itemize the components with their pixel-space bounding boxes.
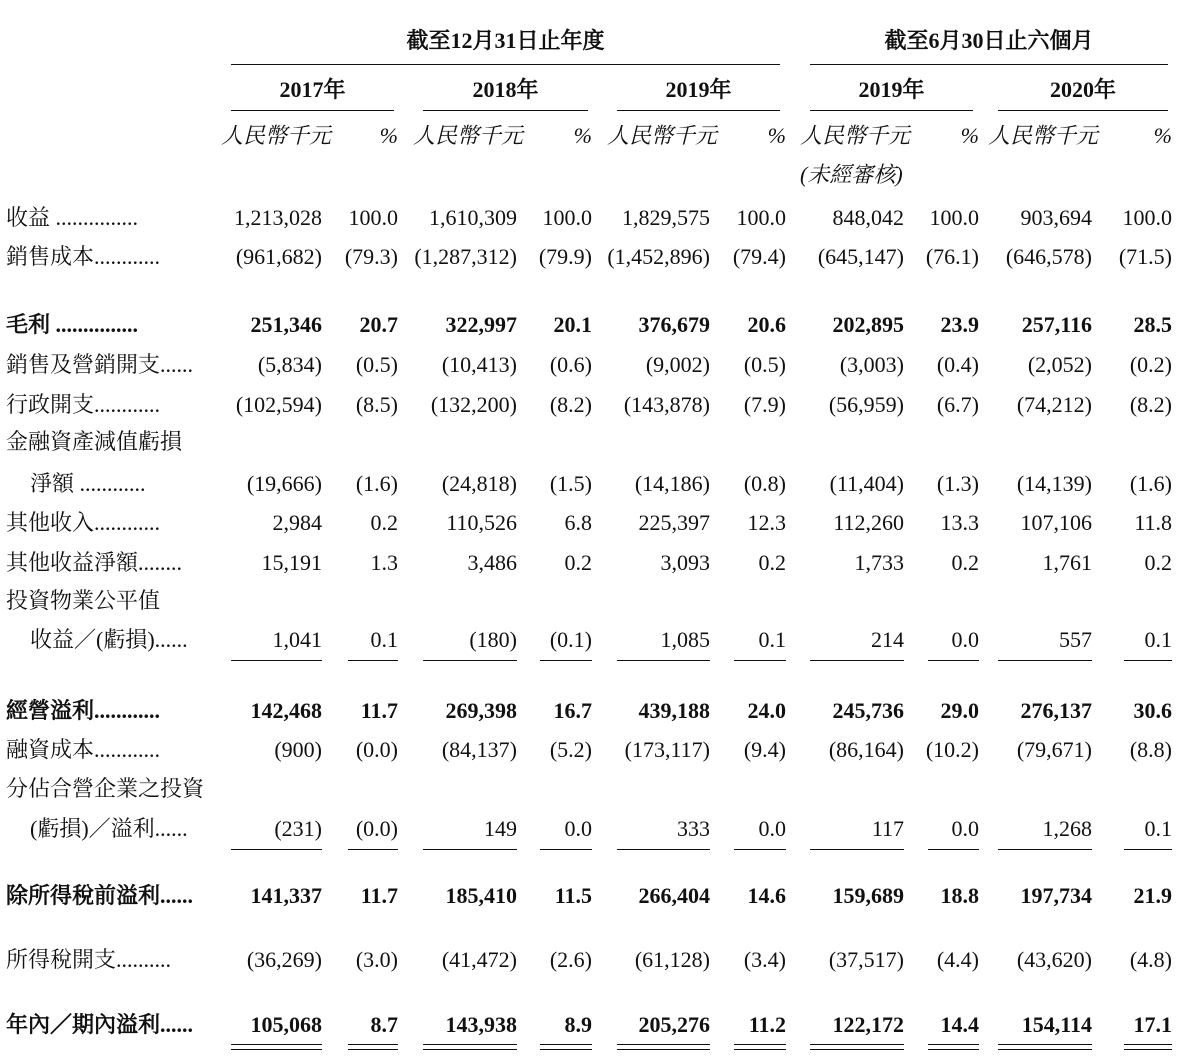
cell-amount: 105,068 bbox=[250, 1012, 322, 1037]
cell-percent: 14.4 bbox=[940, 1012, 979, 1037]
unit-pct-header: % bbox=[960, 123, 979, 148]
percent-rule-double bbox=[348, 1049, 398, 1050]
cell-percent: 20.1 bbox=[553, 312, 592, 337]
row-label: 收益／(虧損)...... bbox=[30, 627, 188, 652]
amount-rule bbox=[810, 849, 904, 850]
row-label: 收益 ............... bbox=[6, 205, 139, 230]
cell-amount: (86,164) bbox=[828, 737, 904, 762]
cell-percent: 100.0 bbox=[542, 205, 592, 230]
cell-amount: 269,398 bbox=[445, 698, 517, 723]
cell-amount: 1,041 bbox=[272, 627, 322, 652]
cell-percent: (1.6) bbox=[1129, 471, 1172, 496]
cell-percent: 0.1 bbox=[1144, 816, 1172, 841]
cell-percent: 17.1 bbox=[1133, 1012, 1172, 1037]
cell-percent: (0.0) bbox=[355, 737, 398, 762]
cell-amount: (231) bbox=[274, 816, 322, 841]
cell-amount: 376,679 bbox=[638, 312, 710, 337]
cell-percent: 8.7 bbox=[370, 1012, 398, 1037]
amount-rule bbox=[617, 1044, 710, 1045]
cell-percent: 30.6 bbox=[1133, 698, 1172, 723]
cell-amount: 2,984 bbox=[272, 510, 322, 535]
cell-amount: (132,200) bbox=[430, 392, 517, 417]
cell-amount: 245,736 bbox=[832, 698, 904, 723]
cell-amount: (1,287,312) bbox=[414, 244, 517, 269]
cell-percent: 24.0 bbox=[747, 698, 786, 723]
cell-percent: 0.1 bbox=[758, 627, 786, 652]
cell-amount: 1,733 bbox=[854, 550, 904, 575]
percent-rule bbox=[928, 849, 979, 850]
amount-rule bbox=[231, 849, 322, 850]
cell-amount: 15,191 bbox=[261, 550, 322, 575]
cell-amount: 122,172 bbox=[832, 1012, 904, 1037]
cell-amount: (14,139) bbox=[1016, 471, 1092, 496]
cell-percent: 0.0 bbox=[951, 816, 979, 841]
unit-rmb-header: 人民幣千元 bbox=[607, 123, 718, 148]
cell-amount: (10,413) bbox=[441, 352, 517, 377]
cell-amount: 107,106 bbox=[1020, 510, 1092, 535]
row-label: (虧損)／溢利...... bbox=[30, 816, 188, 841]
cell-amount: 110,526 bbox=[446, 510, 517, 535]
cell-percent: 100.0 bbox=[1122, 205, 1172, 230]
cell-amount: 225,397 bbox=[638, 510, 710, 535]
cell-percent: 0.2 bbox=[951, 550, 979, 575]
cell-percent: 100.0 bbox=[736, 205, 786, 230]
percent-rule-double bbox=[928, 1049, 979, 1050]
amount-rule-double bbox=[231, 1049, 322, 1050]
cell-amount: 149 bbox=[484, 816, 517, 841]
cell-percent: (0.5) bbox=[355, 352, 398, 377]
amount-rule bbox=[423, 1044, 517, 1045]
unit-pct-header: % bbox=[1153, 123, 1172, 148]
unit-rmb-header: 人民幣千元 bbox=[800, 123, 911, 148]
cell-amount: (5,834) bbox=[257, 352, 322, 377]
cell-percent: 12.3 bbox=[747, 510, 786, 535]
year-header: 2020年 bbox=[1049, 77, 1116, 102]
cell-amount: 1,761 bbox=[1042, 550, 1092, 575]
year-rule bbox=[231, 110, 394, 111]
cell-percent: 11.8 bbox=[1134, 510, 1172, 535]
cell-percent: (79.3) bbox=[344, 244, 398, 269]
percent-rule bbox=[1124, 1044, 1172, 1045]
cell-percent: (7.9) bbox=[743, 392, 786, 417]
group-rule-year bbox=[231, 64, 780, 65]
cell-percent: 8.9 bbox=[564, 1012, 592, 1037]
cell-percent: (0.8) bbox=[743, 471, 786, 496]
cell-amount: (1,452,896) bbox=[607, 244, 710, 269]
cell-amount: 251,346 bbox=[250, 312, 322, 337]
unaudited-note: (未經審核) bbox=[800, 162, 903, 187]
amount-rule bbox=[231, 1044, 322, 1045]
cell-percent: (1.3) bbox=[936, 471, 979, 496]
percent-rule bbox=[928, 1044, 979, 1045]
cell-amount: 439,188 bbox=[638, 698, 710, 723]
amount-rule bbox=[617, 660, 710, 661]
cell-amount: 154,114 bbox=[1021, 1012, 1092, 1037]
row-label: 銷售及營銷開支...... bbox=[6, 352, 194, 377]
year-rule bbox=[617, 110, 780, 111]
cell-percent: (0.0) bbox=[355, 816, 398, 841]
cell-percent: 1.3 bbox=[370, 550, 398, 575]
cell-amount: 205,276 bbox=[638, 1012, 710, 1037]
cell-percent: 0.1 bbox=[1144, 627, 1172, 652]
cell-percent: 16.7 bbox=[553, 698, 592, 723]
row-label: 投資物業公平值 bbox=[6, 588, 161, 613]
amount-rule bbox=[810, 1044, 904, 1045]
cell-percent: (6.7) bbox=[936, 392, 979, 417]
amount-rule bbox=[231, 660, 322, 661]
unit-rmb-header: 人民幣千元 bbox=[221, 123, 332, 148]
cell-amount: (900) bbox=[274, 737, 322, 762]
cell-amount: 185,410 bbox=[445, 883, 517, 908]
cell-amount: (3,003) bbox=[839, 352, 904, 377]
cell-amount: 276,137 bbox=[1020, 698, 1092, 723]
cell-percent: 11.7 bbox=[360, 698, 398, 723]
cell-amount: 3,093 bbox=[660, 550, 710, 575]
cell-percent: 6.8 bbox=[564, 510, 592, 535]
cell-amount: (143,878) bbox=[623, 392, 710, 417]
cell-percent: 28.5 bbox=[1133, 312, 1172, 337]
cell-amount: 214 bbox=[871, 627, 904, 652]
percent-rule bbox=[540, 849, 592, 850]
cell-percent: 21.9 bbox=[1133, 883, 1172, 908]
cell-percent: 100.0 bbox=[348, 205, 398, 230]
row-label: 所得稅開支.......... bbox=[6, 947, 172, 972]
percent-rule bbox=[1124, 849, 1172, 850]
unit-pct-header: % bbox=[573, 123, 592, 148]
cell-amount: (19,666) bbox=[246, 471, 322, 496]
amount-rule-double bbox=[810, 1049, 904, 1050]
cell-amount: 112,260 bbox=[833, 510, 904, 535]
cell-percent: (79.9) bbox=[538, 244, 592, 269]
amount-rule bbox=[998, 660, 1092, 661]
amount-rule-double bbox=[617, 1049, 710, 1050]
cell-percent: (4.8) bbox=[1129, 947, 1172, 972]
percent-rule-double bbox=[1124, 1049, 1172, 1050]
cell-percent: 14.6 bbox=[747, 883, 786, 908]
percent-rule bbox=[734, 660, 786, 661]
row-label: 其他收益淨額........ bbox=[6, 550, 183, 575]
amount-rule bbox=[617, 849, 710, 850]
cell-amount: 1,268 bbox=[1042, 816, 1092, 841]
cell-percent: 11.7 bbox=[360, 883, 398, 908]
cell-percent: 100.0 bbox=[929, 205, 979, 230]
cell-percent: 20.6 bbox=[747, 312, 786, 337]
cell-percent: (0.4) bbox=[936, 352, 979, 377]
cell-amount: 1,213,028 bbox=[234, 205, 322, 230]
unit-pct-header: % bbox=[767, 123, 786, 148]
cell-percent: (0.5) bbox=[743, 352, 786, 377]
year-rule bbox=[998, 110, 1168, 111]
cell-amount: 333 bbox=[677, 816, 710, 841]
percent-rule bbox=[734, 1044, 786, 1045]
cell-amount: (645,147) bbox=[817, 244, 904, 269]
row-label: 融資成本............ bbox=[6, 737, 161, 762]
percent-rule bbox=[348, 660, 398, 661]
cell-percent: 0.1 bbox=[370, 627, 398, 652]
cell-percent: (0.1) bbox=[549, 627, 592, 652]
year-header: 2017年 bbox=[279, 77, 346, 102]
cell-amount: 1,085 bbox=[660, 627, 710, 652]
cell-percent: (76.1) bbox=[925, 244, 979, 269]
cell-amount: (36,269) bbox=[246, 947, 322, 972]
cell-amount: (11,404) bbox=[829, 471, 904, 496]
cell-percent: (9.4) bbox=[743, 737, 786, 762]
year-header: 2019年 bbox=[665, 77, 732, 102]
year-rule bbox=[810, 110, 973, 111]
percent-rule bbox=[734, 849, 786, 850]
cell-percent: (1.6) bbox=[355, 471, 398, 496]
cell-percent: 0.0 bbox=[951, 627, 979, 652]
year-header: 2019年 bbox=[858, 77, 925, 102]
cell-amount: (79,671) bbox=[1016, 737, 1092, 762]
cell-amount: 1,610,309 bbox=[429, 205, 517, 230]
cell-percent: (1.5) bbox=[549, 471, 592, 496]
cell-amount: 197,734 bbox=[1020, 883, 1092, 908]
row-label: 金融資產減值虧損 bbox=[6, 429, 183, 454]
cell-percent: (8.5) bbox=[355, 392, 398, 417]
cell-amount: (74,212) bbox=[1016, 392, 1092, 417]
row-label: 分佔合營企業之投資 bbox=[6, 776, 205, 801]
cell-amount: (61,128) bbox=[634, 947, 710, 972]
percent-rule bbox=[928, 660, 979, 661]
percent-rule bbox=[348, 1044, 398, 1045]
cell-percent: 0.0 bbox=[758, 816, 786, 841]
amount-rule bbox=[998, 849, 1092, 850]
percent-rule-double bbox=[734, 1049, 786, 1050]
amount-rule bbox=[423, 660, 517, 661]
cell-amount: 141,337 bbox=[250, 883, 322, 908]
row-label: 銷售成本............ bbox=[6, 244, 161, 269]
group-header-half: 截至6月30日止六個月 bbox=[884, 28, 1094, 53]
amount-rule bbox=[423, 849, 517, 850]
cell-amount: 202,895 bbox=[832, 312, 904, 337]
cell-amount: (961,682) bbox=[235, 244, 322, 269]
cell-amount: (646,578) bbox=[1005, 244, 1092, 269]
year-rule bbox=[423, 110, 588, 111]
amount-rule bbox=[810, 660, 904, 661]
cell-amount: (2,052) bbox=[1027, 352, 1092, 377]
cell-amount: 1,829,575 bbox=[622, 205, 710, 230]
cell-amount: 557 bbox=[1059, 627, 1092, 652]
row-label: 除所得稅前溢利...... bbox=[6, 883, 194, 908]
cell-percent: (2.6) bbox=[549, 947, 592, 972]
cell-percent: 0.2 bbox=[1144, 550, 1172, 575]
cell-amount: 143,938 bbox=[445, 1012, 517, 1037]
cell-amount: (41,472) bbox=[441, 947, 517, 972]
cell-amount: (43,620) bbox=[1016, 947, 1092, 972]
unit-rmb-header: 人民幣千元 bbox=[413, 123, 524, 148]
cell-amount: 117 bbox=[871, 816, 904, 841]
cell-percent: 0.0 bbox=[564, 816, 592, 841]
cell-amount: 322,997 bbox=[445, 312, 517, 337]
cell-percent: (0.6) bbox=[549, 352, 592, 377]
cell-amount: 159,689 bbox=[832, 883, 904, 908]
cell-percent: (8.2) bbox=[549, 392, 592, 417]
cell-percent: 0.2 bbox=[370, 510, 398, 535]
amount-rule-double bbox=[998, 1049, 1092, 1050]
cell-amount: (102,594) bbox=[235, 392, 322, 417]
unit-rmb-header: 人民幣千元 bbox=[988, 123, 1099, 148]
unit-pct-header: % bbox=[379, 123, 398, 148]
cell-percent: 13.3 bbox=[940, 510, 979, 535]
percent-rule-double bbox=[540, 1049, 592, 1050]
cell-percent: 11.2 bbox=[748, 1012, 786, 1037]
cell-amount: (180) bbox=[469, 627, 517, 652]
percent-rule bbox=[1124, 660, 1172, 661]
cell-percent: 20.7 bbox=[359, 312, 398, 337]
cell-amount: 266,404 bbox=[638, 883, 710, 908]
cell-percent: 0.2 bbox=[758, 550, 786, 575]
cell-percent: 29.0 bbox=[940, 698, 979, 723]
percent-rule bbox=[348, 849, 398, 850]
year-header: 2018年 bbox=[472, 77, 539, 102]
cell-percent: (4.4) bbox=[936, 947, 979, 972]
percent-rule bbox=[540, 660, 592, 661]
cell-percent: (3.0) bbox=[355, 947, 398, 972]
row-label: 淨額 ............ bbox=[30, 471, 146, 496]
row-label: 經營溢利............ bbox=[6, 698, 161, 723]
amount-rule bbox=[998, 1044, 1092, 1045]
cell-amount: (9,002) bbox=[645, 352, 710, 377]
row-label: 行政開支............ bbox=[6, 392, 161, 417]
cell-percent: (3.4) bbox=[743, 947, 786, 972]
cell-amount: 142,468 bbox=[250, 698, 322, 723]
cell-percent: 11.5 bbox=[554, 883, 592, 908]
cell-amount: (14,186) bbox=[634, 471, 710, 496]
cell-percent: (10.2) bbox=[925, 737, 979, 762]
cell-amount: (24,818) bbox=[441, 471, 517, 496]
row-label: 毛利 ............... bbox=[6, 312, 139, 337]
cell-amount: (173,117) bbox=[624, 737, 710, 762]
cell-amount: (56,959) bbox=[828, 392, 904, 417]
cell-percent: 0.2 bbox=[564, 550, 592, 575]
group-header-year: 截至12月31日止年度 bbox=[406, 28, 605, 53]
cell-amount: 257,116 bbox=[1021, 312, 1092, 337]
cell-percent: (8.8) bbox=[1129, 737, 1172, 762]
cell-percent: (71.5) bbox=[1118, 244, 1172, 269]
row-label: 年內／期內溢利...... bbox=[6, 1012, 194, 1037]
row-label: 其他收入............ bbox=[6, 510, 161, 535]
amount-rule-double bbox=[423, 1049, 517, 1050]
cell-percent: (8.2) bbox=[1129, 392, 1172, 417]
cell-percent: 23.9 bbox=[940, 312, 979, 337]
cell-percent: (5.2) bbox=[549, 737, 592, 762]
cell-amount: (84,137) bbox=[441, 737, 517, 762]
cell-percent: (79.4) bbox=[732, 244, 786, 269]
group-rule-half bbox=[810, 64, 1168, 65]
cell-percent: 18.8 bbox=[940, 883, 979, 908]
cell-amount: (37,517) bbox=[828, 947, 904, 972]
cell-percent: (0.2) bbox=[1129, 352, 1172, 377]
cell-amount: 903,694 bbox=[1020, 205, 1092, 230]
cell-amount: 848,042 bbox=[832, 205, 904, 230]
cell-amount: 3,486 bbox=[467, 550, 517, 575]
percent-rule bbox=[540, 1044, 592, 1045]
